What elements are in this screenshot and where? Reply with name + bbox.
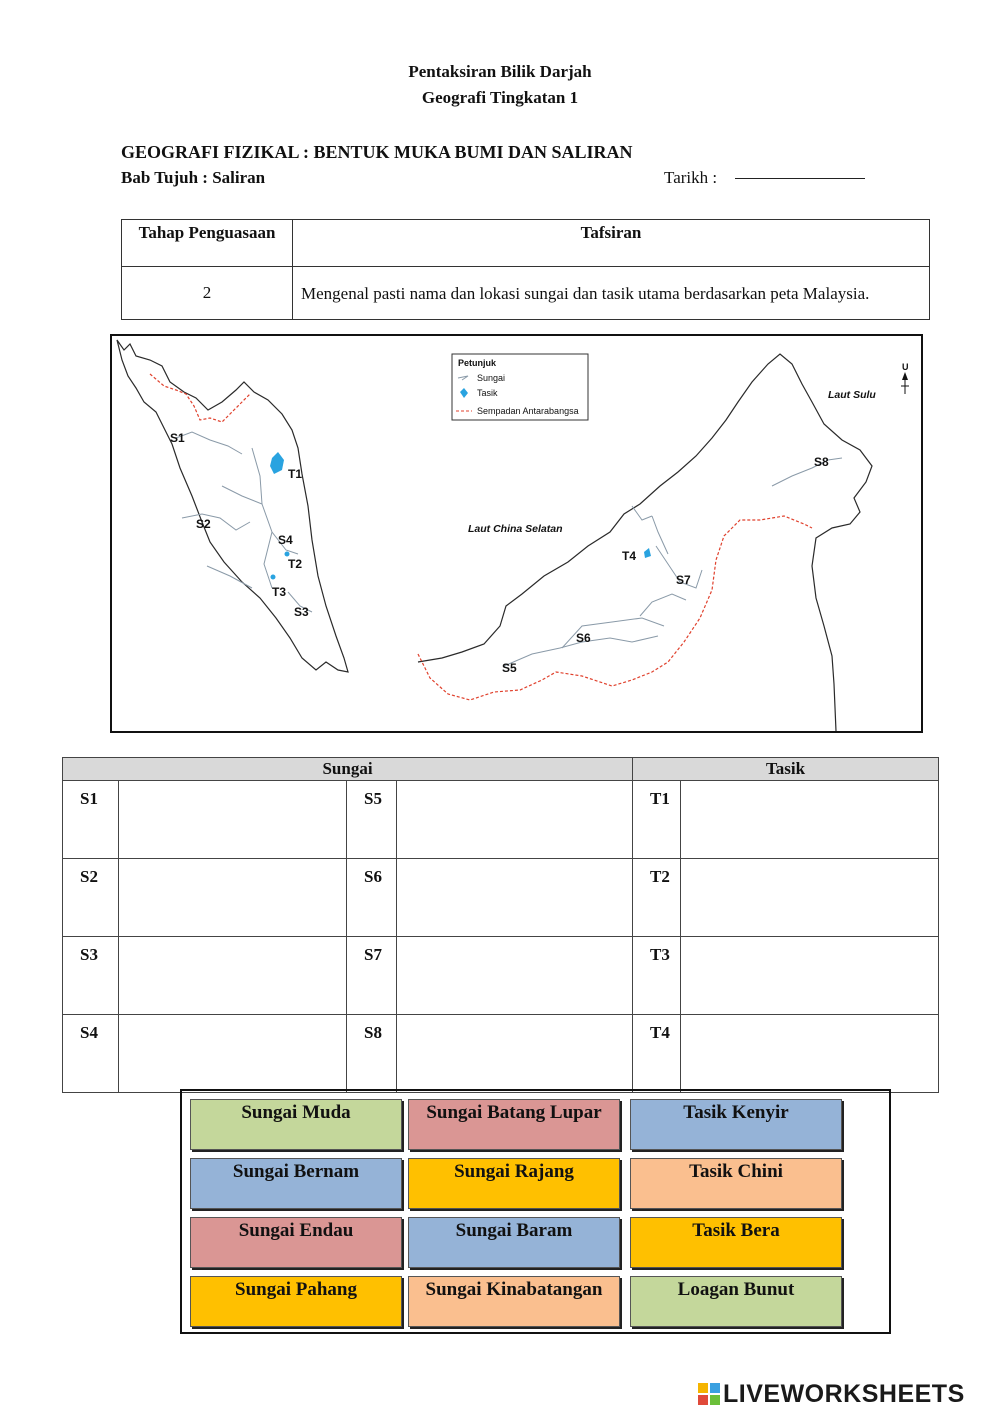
answer-drop-s6[interactable] xyxy=(397,859,633,937)
lake-t4 xyxy=(644,548,651,558)
brand-logo xyxy=(698,1380,965,1409)
answer-header-sungai: Sungai xyxy=(63,758,633,781)
date-label: Tarikh : xyxy=(664,168,718,187)
north-arrow xyxy=(901,362,909,394)
answer-drop-t1[interactable] xyxy=(681,781,939,859)
word-bank xyxy=(180,1089,891,1334)
label-s2: S2 xyxy=(196,517,211,531)
map-legend xyxy=(452,354,588,420)
svg-text:U: U xyxy=(902,362,909,372)
answer-row xyxy=(63,859,939,937)
answer-drop-s8[interactable] xyxy=(397,1015,633,1093)
svg-text:Tasik: Tasik xyxy=(477,388,498,398)
peninsula-border xyxy=(150,374,250,422)
label-s7: S7 xyxy=(676,573,691,587)
word-tile[interactable]: Tasik Kenyir xyxy=(630,1099,842,1150)
map-drawing xyxy=(112,336,921,731)
sea-south-china: Laut China Selatan xyxy=(468,523,563,535)
word-tile[interactable]: Sungai Bernam xyxy=(190,1158,402,1209)
answer-drop-t4[interactable] xyxy=(681,1015,939,1093)
answer-drop-s3[interactable] xyxy=(119,937,347,1015)
label-s5: S5 xyxy=(502,661,517,675)
peninsula-coast xyxy=(117,340,348,672)
date-field xyxy=(664,168,865,188)
lake-t1 xyxy=(270,452,284,474)
answer-drop-s5[interactable] xyxy=(397,781,633,859)
lake-t3 xyxy=(271,575,276,580)
label-s8: S8 xyxy=(814,455,829,469)
title-line-2: Geografi Tingkatan 1 xyxy=(421,88,579,107)
answer-code: S7 xyxy=(347,937,397,1015)
label-t3: T3 xyxy=(272,585,287,599)
svg-text:Sungai: Sungai xyxy=(477,373,506,383)
svg-text:Petunjuk: Petunjuk xyxy=(458,358,497,368)
chapter-heading: Bab Tujuh : Saliran xyxy=(121,168,266,187)
mastery-col-desc: Tafsiran xyxy=(293,220,930,267)
mastery-level: 2 xyxy=(122,267,293,320)
answer-drop-s7[interactable] xyxy=(397,937,633,1015)
answer-code: S5 xyxy=(347,781,397,859)
topic-heading: GEOGRAFI FIZIKAL : BENTUK MUKA BUMI DAN SALIRAN xyxy=(121,142,633,162)
answer-drop-s1[interactable] xyxy=(119,781,347,859)
answer-drop-t3[interactable] xyxy=(681,937,939,1015)
word-tile[interactable]: Sungai Batang Lupar xyxy=(408,1099,620,1150)
mastery-table xyxy=(121,219,930,320)
answer-code: S4 xyxy=(63,1015,119,1093)
answer-row xyxy=(63,937,939,1015)
answer-code: S6 xyxy=(347,859,397,937)
word-tile[interactable]: Sungai Baram xyxy=(408,1217,620,1268)
answer-code: S3 xyxy=(63,937,119,1015)
answer-code: S1 xyxy=(63,781,119,859)
answer-code: S8 xyxy=(347,1015,397,1093)
label-s1: S1 xyxy=(170,431,185,445)
word-tile[interactable]: Sungai Rajang xyxy=(408,1158,620,1209)
label-t1: T1 xyxy=(288,467,303,481)
borneo-border xyxy=(418,516,812,700)
word-tile[interactable]: Sungai Pahang xyxy=(190,1276,402,1327)
date-blank[interactable] xyxy=(735,178,865,179)
answer-drop-s2[interactable] xyxy=(119,859,347,937)
label-t4: T4 xyxy=(622,549,637,563)
answer-row xyxy=(63,781,939,859)
answer-header-tasik: Tasik xyxy=(633,758,939,781)
answer-row xyxy=(63,1015,939,1093)
label-s4: S4 xyxy=(278,533,293,547)
answer-code: T3 xyxy=(633,937,681,1015)
answer-table xyxy=(62,757,939,1093)
svg-text:Sempadan Antarabangsa: Sempadan Antarabangsa xyxy=(477,406,579,416)
word-tile[interactable]: Loagan Bunut xyxy=(630,1276,842,1327)
answer-code: T4 xyxy=(633,1015,681,1093)
word-tile[interactable]: Sungai Kinabatangan xyxy=(408,1276,620,1327)
answer-code: S2 xyxy=(63,859,119,937)
title-line-1: Pentaksiran Bilik Darjah xyxy=(408,62,592,81)
malaysia-map xyxy=(110,334,923,733)
answer-code: T1 xyxy=(633,781,681,859)
label-s6: S6 xyxy=(576,631,591,645)
mastery-description: Mengenal pasti nama dan lokasi sungai dan tasik utama berdasarkan peta Malaysia. xyxy=(293,267,930,320)
brand-text: LIVEWORKSHEETS xyxy=(723,1380,965,1408)
word-tile[interactable]: Tasik Chini xyxy=(630,1158,842,1209)
answer-drop-t2[interactable] xyxy=(681,859,939,937)
word-tile[interactable]: Sungai Muda xyxy=(190,1099,402,1150)
borneo-rivers xyxy=(504,458,842,666)
word-tile[interactable]: Tasik Bera xyxy=(630,1217,842,1268)
brand-logo-icon xyxy=(698,1383,720,1405)
lake-t2 xyxy=(285,552,290,557)
mastery-col-level: Tahap Penguasaan xyxy=(122,220,293,267)
label-s3: S3 xyxy=(294,605,309,619)
label-t2: T2 xyxy=(288,557,303,571)
sea-sulu: Laut Sulu xyxy=(828,389,876,401)
word-tile[interactable]: Sungai Endau xyxy=(190,1217,402,1268)
answer-drop-s4[interactable] xyxy=(119,1015,347,1093)
answer-code: T2 xyxy=(633,859,681,937)
